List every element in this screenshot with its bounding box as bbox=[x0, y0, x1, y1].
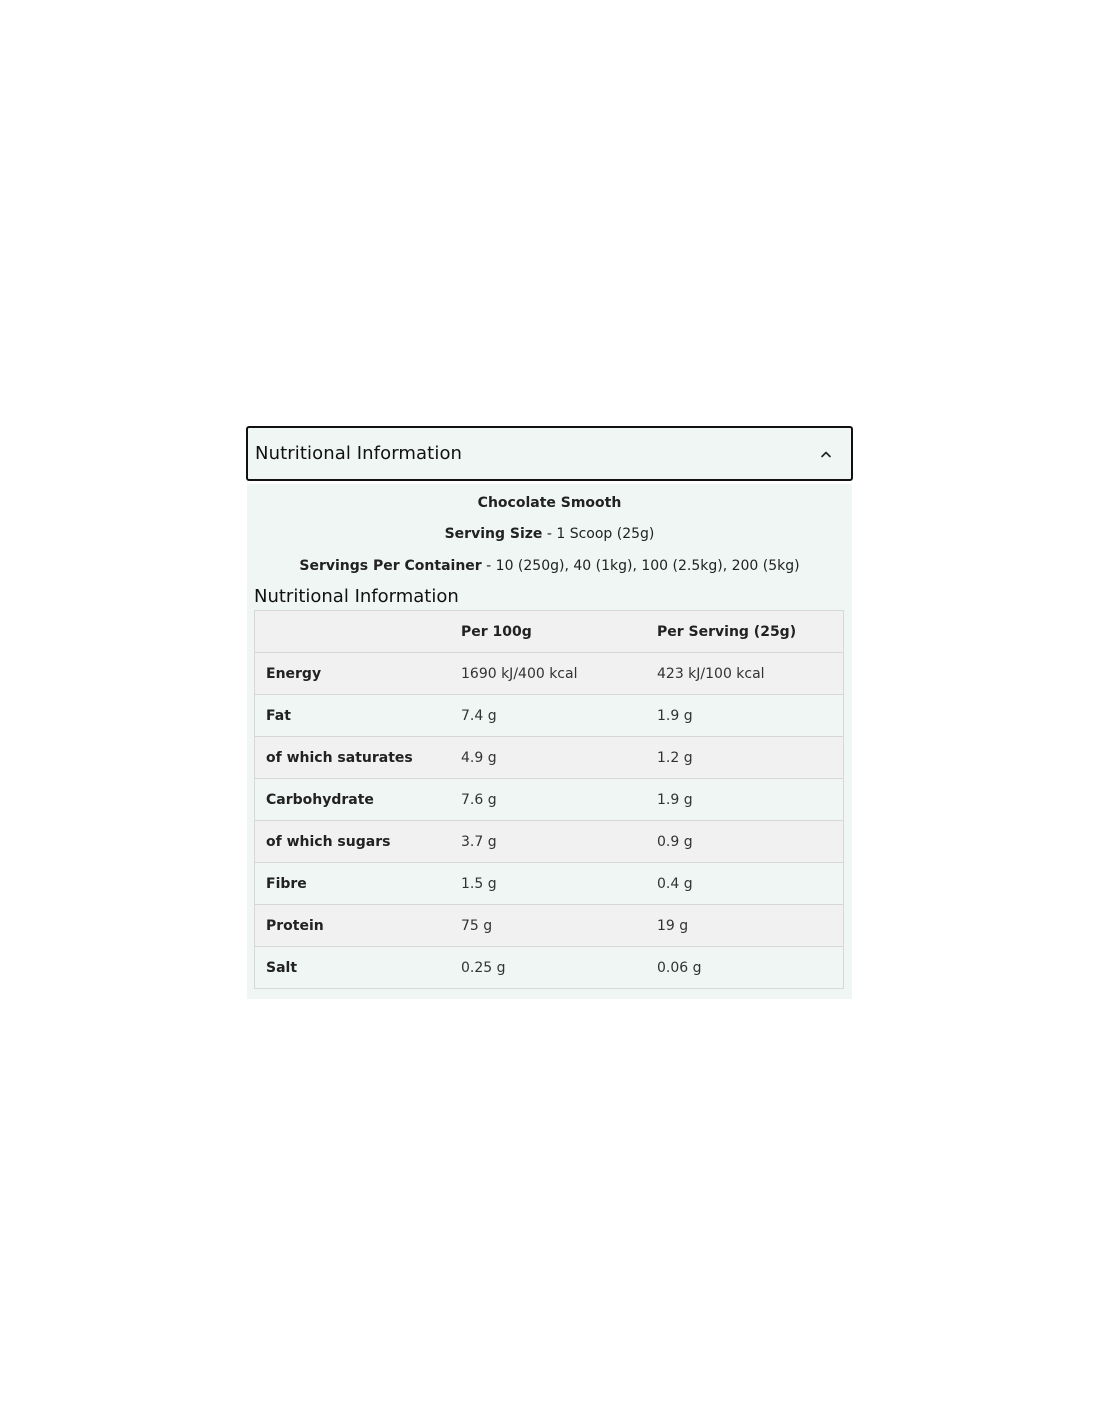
nutrition-accordion bbox=[246, 426, 853, 999]
nutrient-name: Fibre bbox=[255, 863, 451, 905]
nutrient-name: Fat bbox=[255, 695, 451, 737]
per-100g-value: 4.9 g bbox=[450, 737, 646, 779]
nutrient-name: Salt bbox=[255, 947, 451, 989]
flavour-name: Chocolate Smooth bbox=[477, 495, 622, 511]
header-cell-per-serving: Per Serving (25g) bbox=[646, 611, 844, 653]
per-serving-value: 423 kJ/100 kcal bbox=[646, 653, 844, 695]
per-100g-value: 1690 kJ/400 kcal bbox=[450, 653, 646, 695]
servings-per-container-line bbox=[254, 556, 845, 576]
per-serving-value: 0.9 g bbox=[646, 821, 844, 863]
table-row bbox=[255, 653, 844, 695]
serving-size-line bbox=[254, 524, 845, 544]
per-100g-value: 3.7 g bbox=[450, 821, 646, 863]
accordion-header[interactable] bbox=[246, 426, 853, 481]
per-100g-value: 7.6 g bbox=[450, 779, 646, 821]
nutrition-table bbox=[254, 610, 844, 989]
per-serving-value: 1.9 g bbox=[646, 695, 844, 737]
per-serving-value: 0.4 g bbox=[646, 863, 844, 905]
table-row bbox=[255, 905, 844, 947]
table-title: Nutritional Information bbox=[254, 586, 459, 607]
table-row bbox=[255, 947, 844, 989]
table-row bbox=[255, 863, 844, 905]
table-header-row bbox=[255, 611, 844, 653]
serving-size-value: - 1 Scoop (25g) bbox=[542, 526, 655, 542]
table-row bbox=[255, 695, 844, 737]
per-serving-value: 19 g bbox=[646, 905, 844, 947]
nutrient-name: of which sugars bbox=[255, 821, 451, 863]
servings-label: Servings Per Container bbox=[299, 558, 482, 574]
table-row bbox=[255, 821, 844, 863]
per-100g-value: 0.25 g bbox=[450, 947, 646, 989]
per-100g-value: 7.4 g bbox=[450, 695, 646, 737]
header-cell-per-100g: Per 100g bbox=[450, 611, 646, 653]
nutrient-name: of which saturates bbox=[255, 737, 451, 779]
per-serving-value: 1.2 g bbox=[646, 737, 844, 779]
per-100g-value: 75 g bbox=[450, 905, 646, 947]
per-serving-value: 0.06 g bbox=[646, 947, 844, 989]
nutrient-name: Protein bbox=[255, 905, 451, 947]
nutrient-name: Carbohydrate bbox=[255, 779, 451, 821]
header-cell-nutrient bbox=[255, 611, 451, 653]
serving-size-label: Serving Size bbox=[444, 526, 543, 542]
per-serving-value: 1.9 g bbox=[646, 779, 844, 821]
flavour-line bbox=[254, 493, 845, 513]
nutrient-name: Energy bbox=[255, 653, 451, 695]
accordion-title: Nutritional Information bbox=[255, 443, 463, 464]
table-row bbox=[255, 779, 844, 821]
table-row bbox=[255, 737, 844, 779]
accordion-body bbox=[247, 484, 852, 999]
servings-value: - 10 (250g), 40 (1kg), 100 (2.5kg), 200 (5kg) bbox=[481, 558, 800, 574]
chevron-up-icon[interactable] bbox=[819, 447, 833, 461]
per-100g-value: 1.5 g bbox=[450, 863, 646, 905]
